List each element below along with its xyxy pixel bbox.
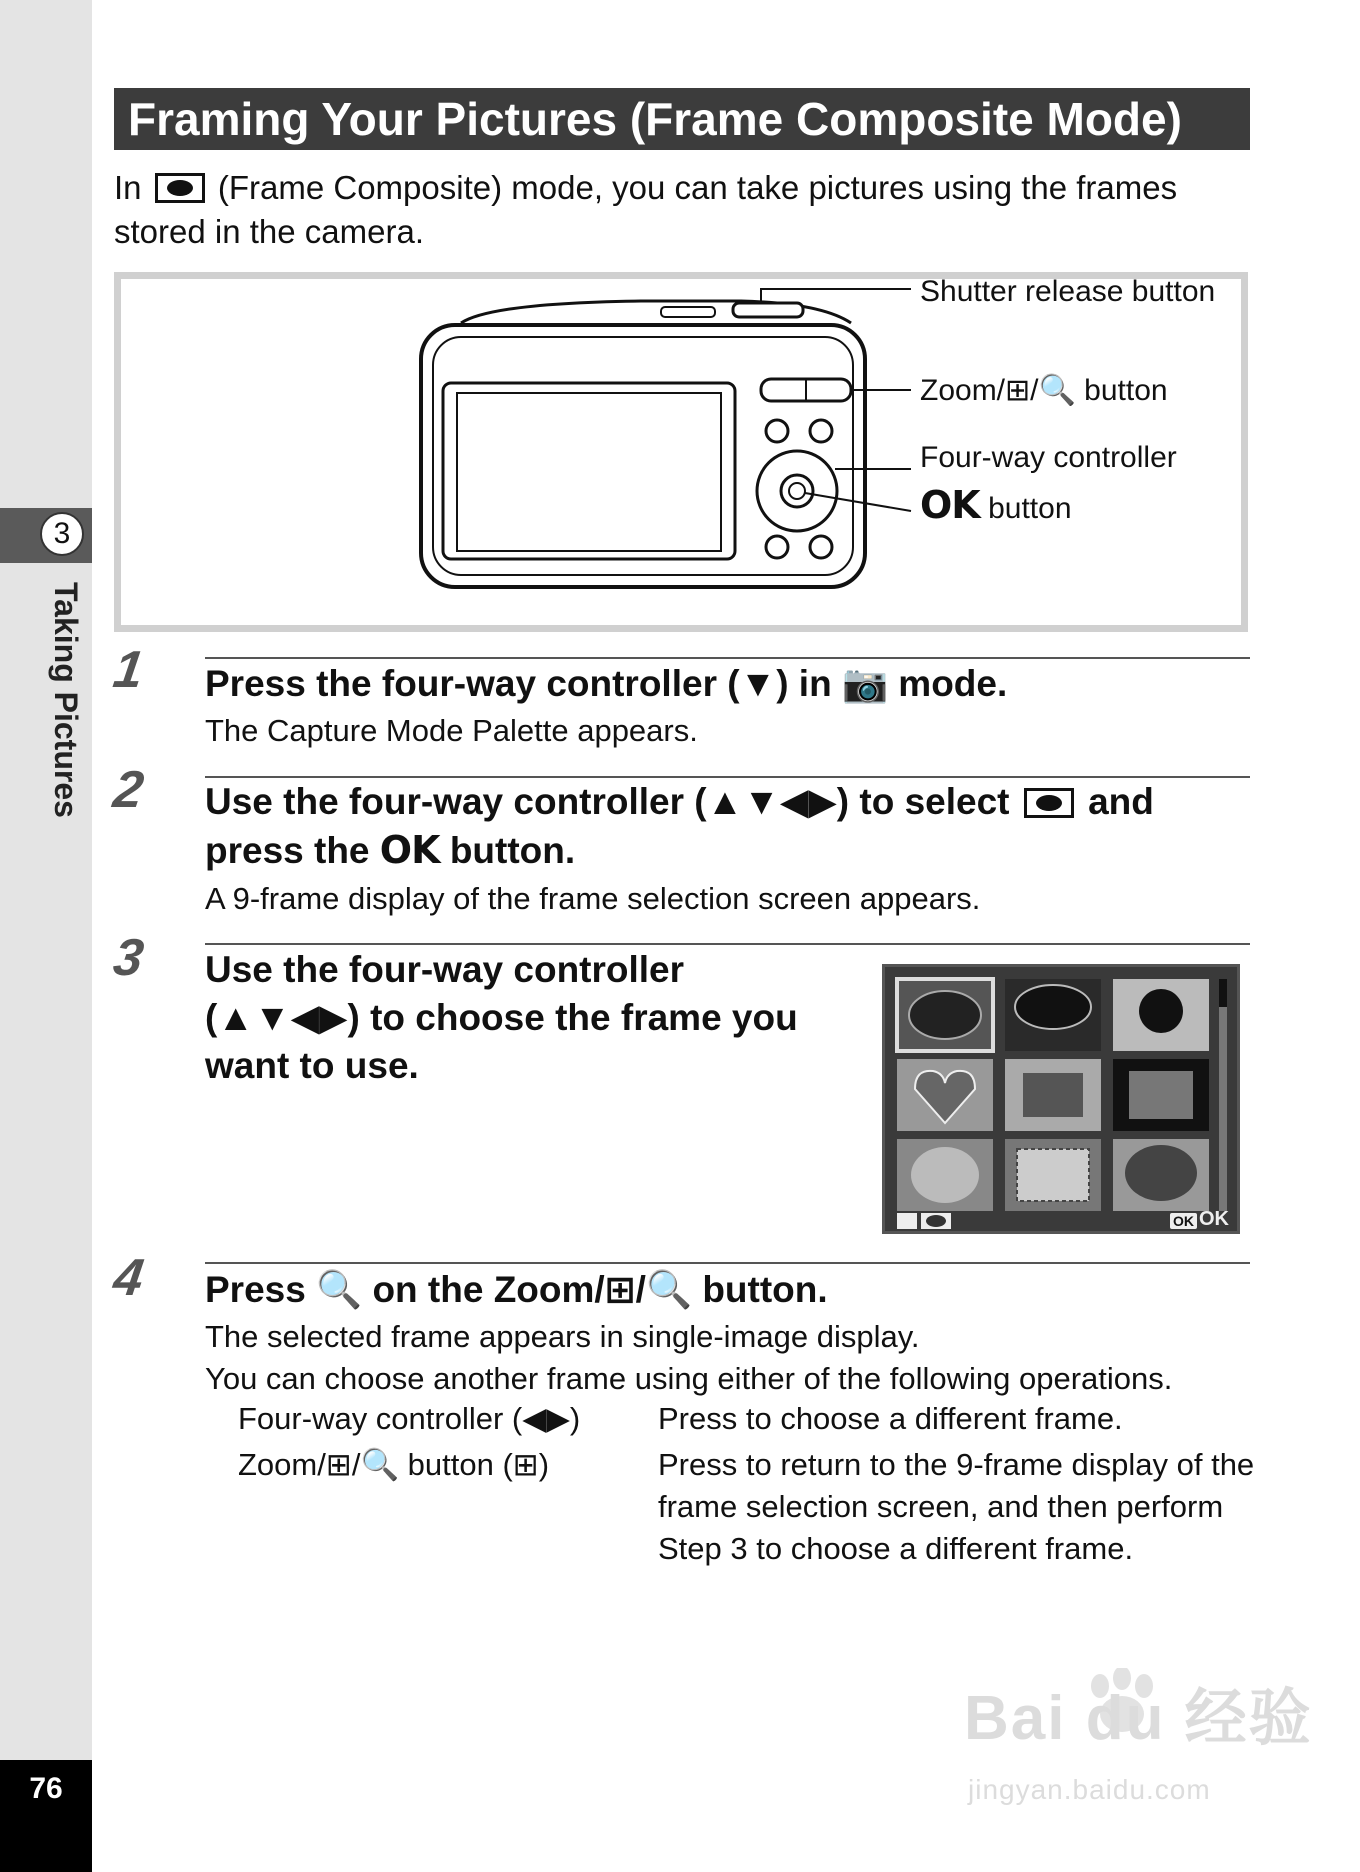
frame-selection-screen xyxy=(882,964,1240,1234)
step-2-heading-d: button. xyxy=(449,830,576,871)
step-2-heading-b: and xyxy=(1088,781,1154,822)
callout-shutter: Shutter release button xyxy=(920,275,1216,308)
frame-composite-icon xyxy=(1024,788,1074,818)
step-divider xyxy=(205,1262,1250,1264)
frame-grid-illustration xyxy=(885,967,1237,1231)
step-4-body-line2: You can choose another frame using either of the following operations. xyxy=(205,1361,1173,1396)
page-number: 76 xyxy=(29,1772,63,1805)
step-3-heading-line3: want to use. xyxy=(205,1045,419,1086)
step-2-heading xyxy=(205,778,1255,875)
callout-ok xyxy=(920,483,1072,527)
intro-text-before: In xyxy=(114,169,142,206)
step-3-heading xyxy=(205,946,865,1090)
page-title: Framing Your Pictures (Frame Composite Mode) xyxy=(114,88,1250,150)
step-3-heading-line1: Use the four-way controller xyxy=(205,949,685,990)
step-4-body-line1: The selected frame appears in single-image display. xyxy=(205,1319,920,1354)
chapter-title: Taking Pictures xyxy=(48,582,84,818)
intro-text-after: (Frame Composite) mode, you can take pictures using the frames stored in the camera. xyxy=(114,169,1178,250)
operation-control: Four-way controller (◀▶) xyxy=(238,1401,581,1436)
callout-ok-text: button xyxy=(988,492,1072,525)
chapter-number: 3 xyxy=(40,512,84,556)
step-2-heading-a: Use the four-way controller (▲▼◀▶) to select xyxy=(205,781,1010,822)
step-number: 4 xyxy=(109,1249,147,1307)
operation-action: Press to return to the 9-frame display of the frame selection screen, and then perform Step 3 to choose a different frame. xyxy=(658,1447,1255,1566)
step-number: 3 xyxy=(109,929,147,987)
step-number: 2 xyxy=(109,761,147,819)
step-4-heading: Press 🔍 on the Zoom/⊞/🔍 button. xyxy=(205,1269,828,1310)
ok-label: OK xyxy=(1199,1208,1229,1230)
ok-symbol: OK xyxy=(920,483,980,527)
step-2-heading-c: press the xyxy=(205,830,370,871)
step-2-body: A 9-frame display of the frame selection screen appears. xyxy=(205,881,981,916)
operation-control: Zoom/⊞/🔍 button (⊞) xyxy=(238,1447,550,1482)
callout-zoom: Zoom/⊞/🔍 button xyxy=(920,374,1168,407)
step-3-heading-line2: (▲▼◀▶) to choose the frame you xyxy=(205,997,798,1038)
step-number: 1 xyxy=(109,641,147,699)
step-1-heading: Press the four-way controller (▼) in 📷 mode. xyxy=(205,663,1008,704)
operation-action: Press to choose a different frame. xyxy=(658,1401,1123,1436)
step-divider xyxy=(205,657,1250,659)
intro-paragraph xyxy=(114,166,1254,254)
chapter-sidebar xyxy=(0,0,92,1872)
step-1-body: The Capture Mode Palette appears. xyxy=(205,713,698,748)
callout-four-way: Four-way controller xyxy=(920,441,1177,474)
step-divider xyxy=(205,943,1250,945)
ok-symbol: OK xyxy=(379,828,440,872)
frame-composite-icon xyxy=(155,173,205,203)
watermark-url: jingyan.baidu.com xyxy=(968,1774,1211,1805)
watermark-logo: Bai du 经验 xyxy=(964,1684,1313,1753)
ok-key-icon: OK xyxy=(1170,1213,1197,1229)
camera-diagram xyxy=(114,272,1248,632)
